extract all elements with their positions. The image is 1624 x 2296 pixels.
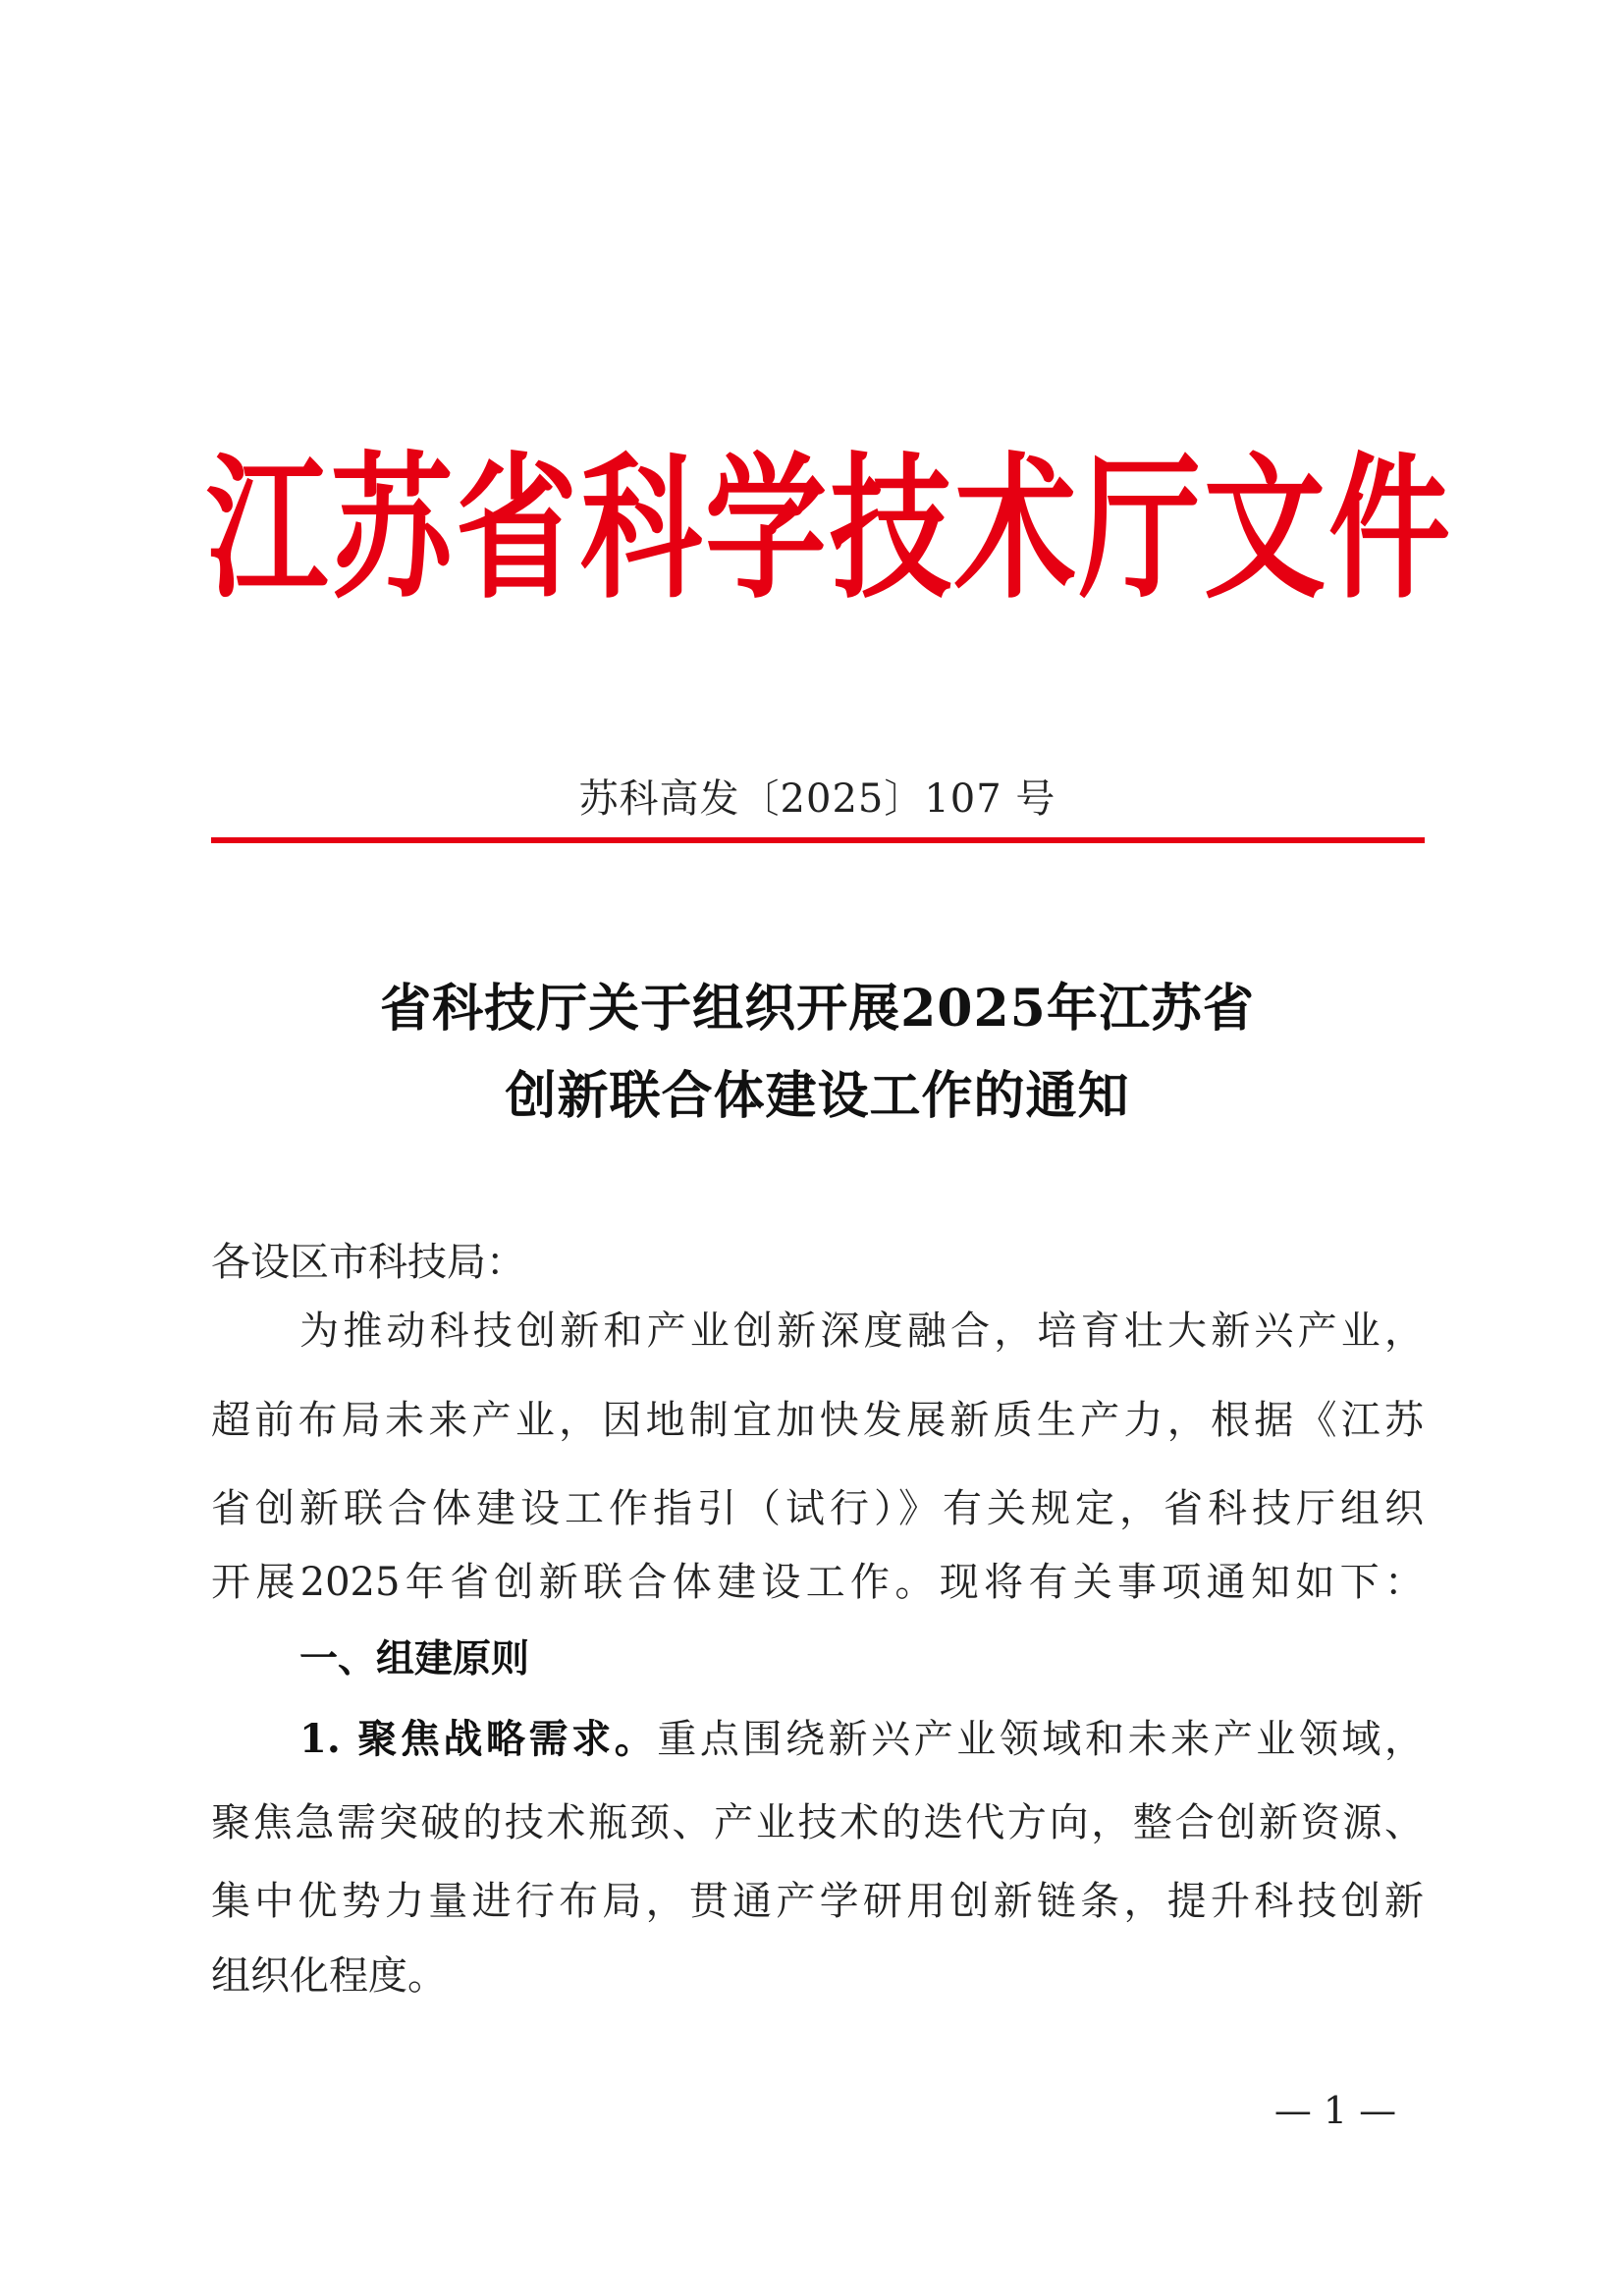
red-divider-rule [211,837,1425,843]
document-title-line-2: 创新联合体建设工作的通知 [505,1066,1130,1126]
item-paragraph-line: 组织化程度。 [211,1953,447,1999]
item-lead: 1. 聚焦战略需求。 [299,1716,658,1762]
item-paragraph-line [299,1712,1424,1767]
page-number: — 1 — [1273,2089,1397,2132]
item-paragraph-line: 聚焦急需突破的技术瓶颈、产业技术的迭代方向，整合创新资源、 [211,1800,1424,1845]
document-title-line-1: 省科技厅关于组织开展2025年江苏省 [380,979,1255,1039]
intro-paragraph-line: 超前布局未来产业，因地制宜加快发展新质生产力，根据《江苏 [211,1398,1424,1443]
section-heading: 一、组建原则 [299,1637,530,1682]
intro-paragraph-line: 省创新联合体建设工作指引（试行）》有关规定，省科技厅组织 [211,1486,1424,1531]
item-paragraph-line: 集中优势力量进行布局，贯通产学研用创新链条，提升科技创新 [211,1879,1424,1924]
intro-paragraph-line: 为推动科技创新和产业创新深度融合，培育壮大新兴产业， [299,1308,1424,1354]
document-masthead: 江苏省科学技术厅文件 [206,439,1454,621]
document-number: 苏科高发〔2025〕107 号 [578,776,1056,822]
item-lead-rest: 重点围绕新兴产业领域和未来产业领域， [657,1717,1424,1762]
salutation: 各设区市科技局： [211,1240,525,1285]
intro-paragraph-line: 开展2025年省创新联合体建设工作。现将有关事项通知如下： [211,1560,1424,1605]
